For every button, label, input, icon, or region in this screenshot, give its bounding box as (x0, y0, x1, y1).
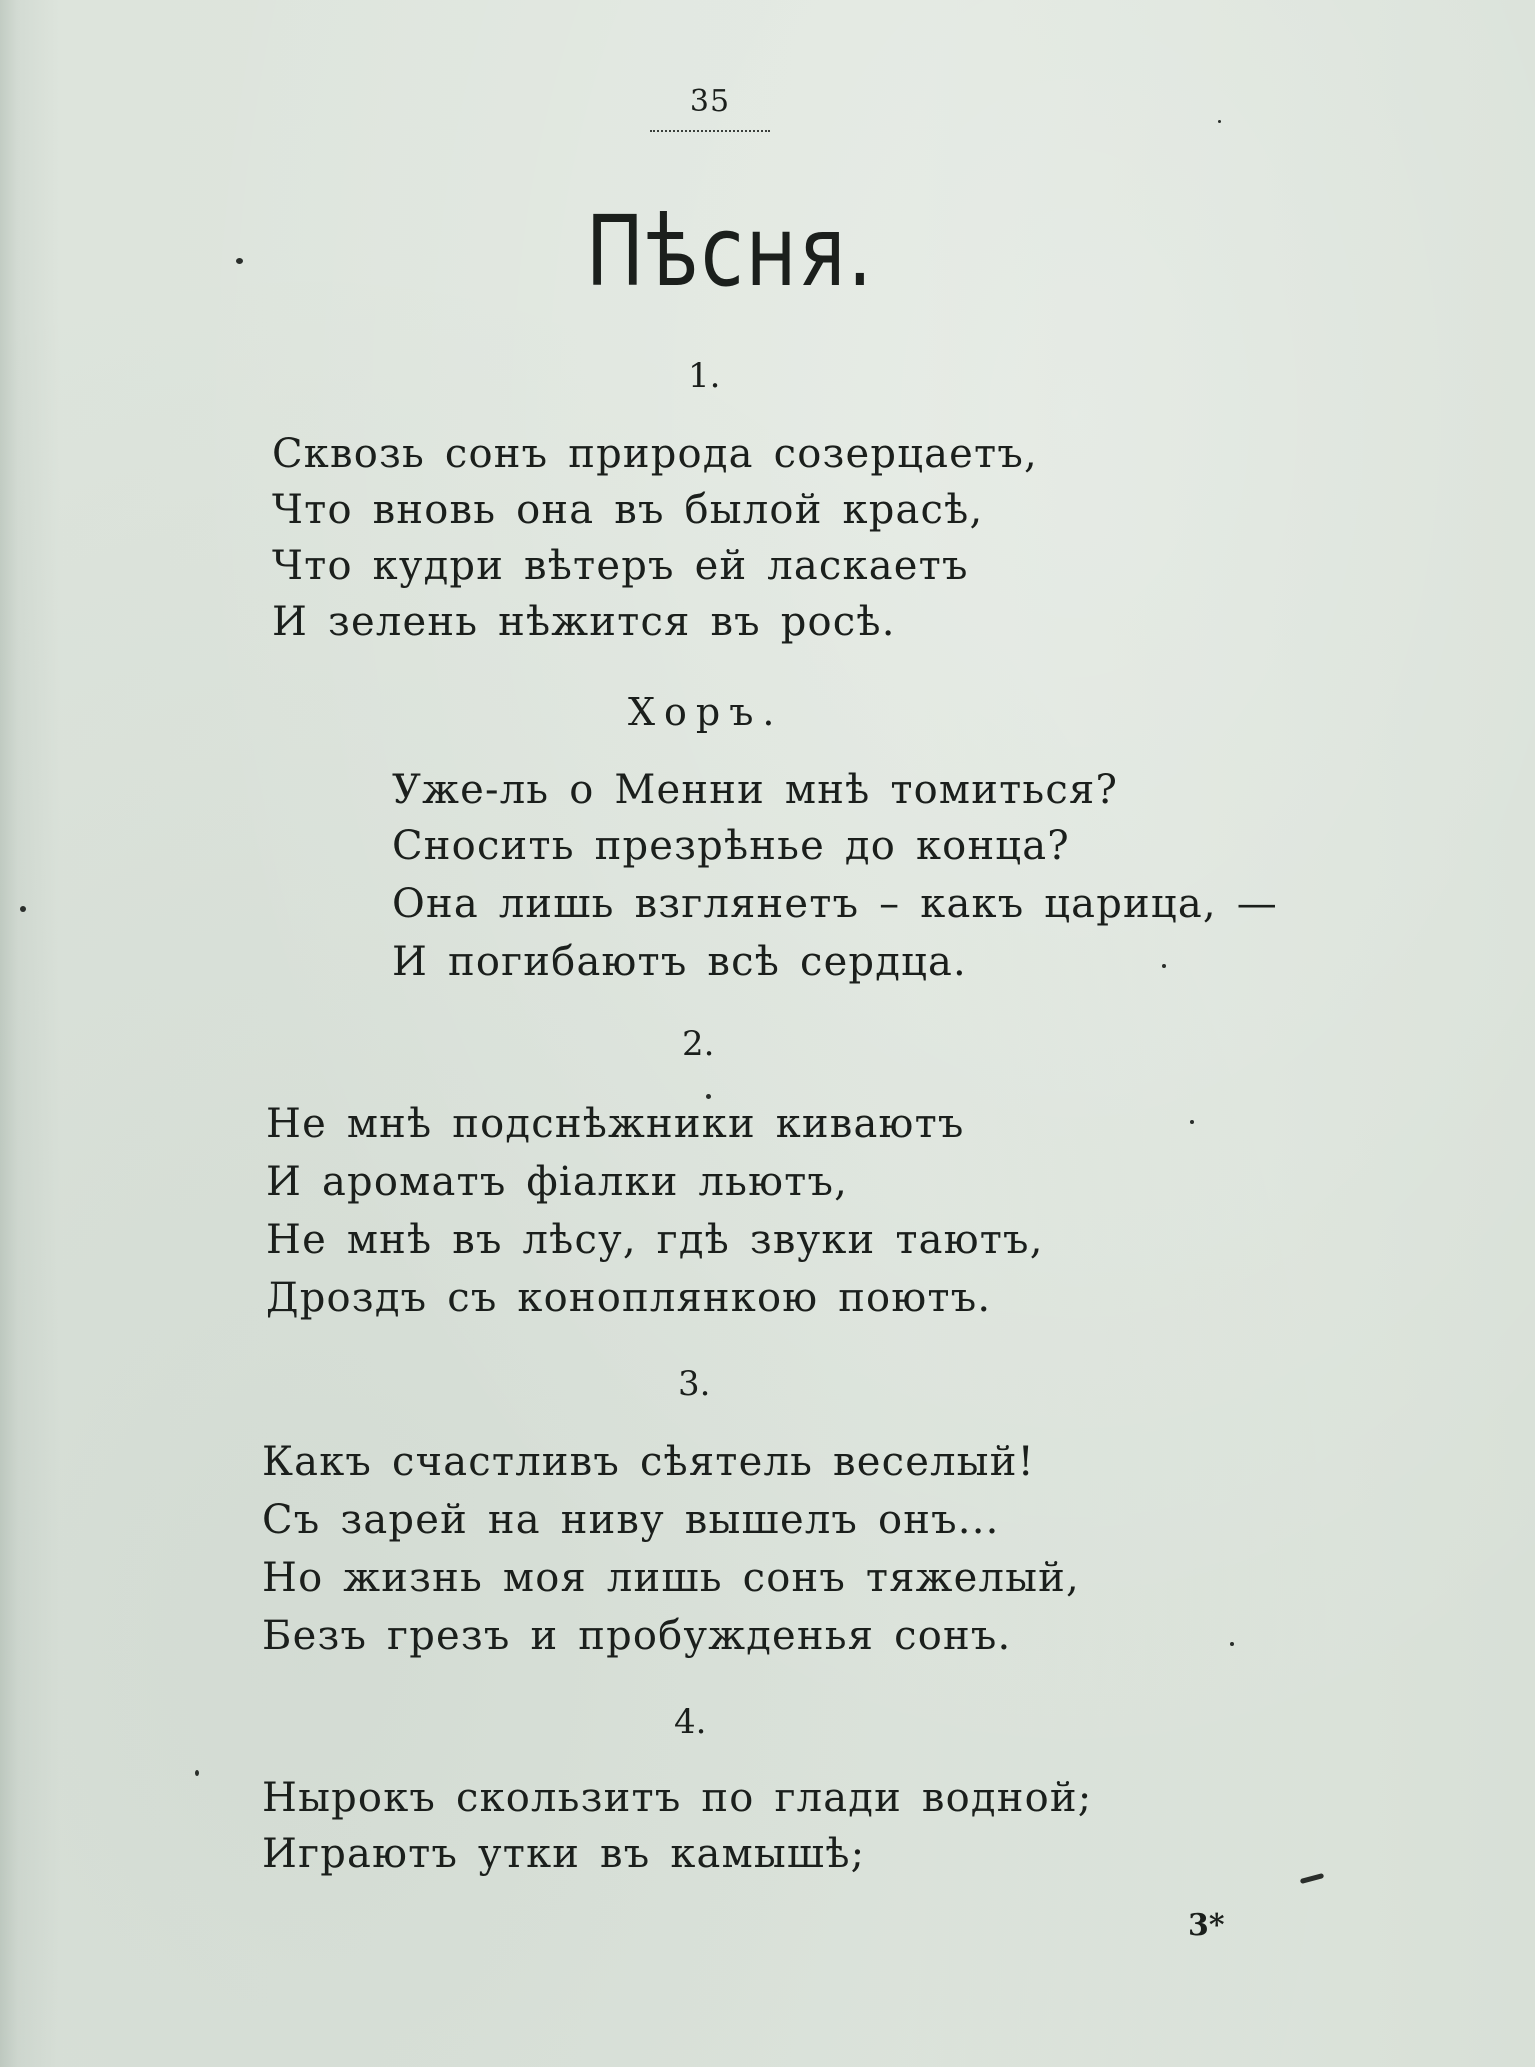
page-number-rule (650, 130, 770, 132)
verse-line: Уже-ль о Менни мнѣ томиться? (392, 767, 1119, 813)
paper-speck (1300, 1873, 1324, 1884)
paper-speck (1162, 964, 1166, 968)
verse-line: Что кудри вѣтеръ ей ласкаетъ (272, 543, 969, 589)
verse-line: Съ зарей на ниву вышелъ онъ... (262, 1497, 1000, 1543)
verse-line: Играютъ утки въ камышѣ; (262, 1831, 866, 1877)
stanza-number: 4. (674, 1702, 707, 1742)
chorus-heading: Хоръ. (628, 690, 784, 734)
verse-line: И погибаютъ всѣ сердца. (392, 939, 967, 985)
paper-speck (195, 1770, 199, 1776)
stanza-number: 3. (678, 1364, 711, 1404)
paper-speck (1218, 120, 1221, 123)
stanza-number: 2. (682, 1024, 715, 1064)
verse-line: И ароматъ фіалки льютъ, (266, 1159, 849, 1205)
paper-speck (706, 1094, 711, 1099)
poem-title: Пѣсня. (585, 196, 875, 309)
paper-speck (20, 906, 26, 912)
verse-line: Сквозь сонъ природа созерцаетъ, (272, 431, 1038, 477)
verse-line: Безъ грезъ и пробужденья сонъ. (262, 1613, 1012, 1659)
verse-line: Не мнѣ въ лѣсу, гдѣ звуки таютъ, (266, 1217, 1044, 1263)
verse-line: И зелень нѣжится въ росѣ. (272, 599, 896, 645)
verse-line: Сносить презрѣнье до конца? (392, 823, 1070, 869)
verse-line: Какъ счастливъ сѣятель веселый! (262, 1439, 1035, 1485)
signature-mark: 3* (1188, 1908, 1225, 1943)
verse-line: Но жизнь моя лишь сонъ тяжелый, (262, 1555, 1080, 1601)
paper-speck (1230, 1642, 1234, 1646)
paper-speck (1190, 1120, 1194, 1124)
page-number: 35 (689, 84, 731, 119)
verse-line: Она лишь взглянетъ – какъ царица, — (392, 881, 1278, 927)
paper-speck (236, 258, 243, 264)
verse-line: Не мнѣ подснѣжники киваютъ (266, 1101, 965, 1147)
verse-line: Дроздъ съ коноплянкою поютъ. (266, 1275, 992, 1321)
verse-line: Нырокъ скользитъ по глади водной; (262, 1775, 1093, 1821)
verse-line: Что вновь она въ былой красѣ, (272, 487, 984, 533)
stanza-number: 1. (688, 356, 721, 396)
